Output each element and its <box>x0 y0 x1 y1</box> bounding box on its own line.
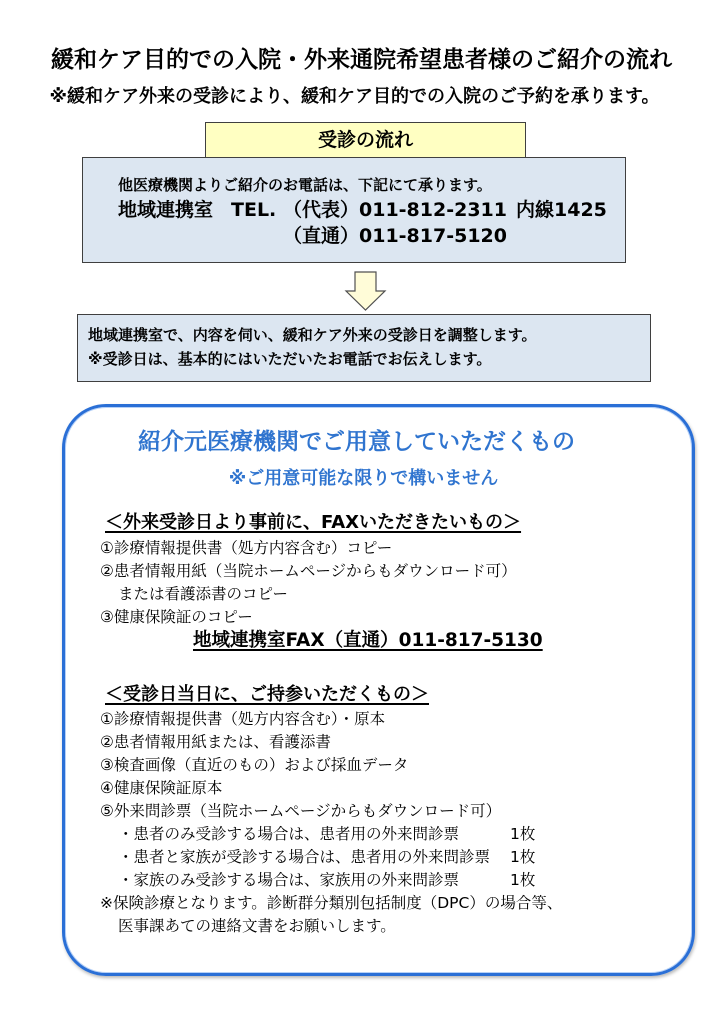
schedule-line: 地域連携室で、内容を伺い、緩和ケア外来の受診日を調整します。 <box>88 326 537 344</box>
contact-direct-number: （直通）011-817-5120 <box>283 225 507 247</box>
list-item: ①診療情報提供書（処方内容含む）コピー <box>100 539 393 557</box>
schedule-box <box>77 314 651 382</box>
questionnaire-case <box>118 823 548 845</box>
preparation-frame <box>62 404 695 976</box>
questionnaire-count: 1枚 <box>510 848 536 866</box>
questionnaire-case <box>118 869 548 891</box>
list-item: ③検査画像（直近のもの）および採血データ <box>100 756 409 774</box>
questionnaire-case <box>118 846 548 868</box>
questionnaire-count: 1枚 <box>510 871 536 889</box>
contact-department: 地域連携室 <box>118 199 214 221</box>
page-title: 緩和ケア目的での入院・外来通院希望患者様のご紹介の流れ <box>51 47 672 73</box>
list-item: ⑤外来問診票（当院ホームページからもダウンロード可） <box>100 802 502 820</box>
down-arrow-icon <box>343 270 387 312</box>
list-item: ④健康保険証原本 <box>100 779 223 797</box>
contact-box <box>82 157 626 263</box>
flow-header: 受診の流れ <box>205 122 526 158</box>
insurance-note: ※保険診療となります。診断群分類別包括制度（DPC）の場合等、 <box>100 894 563 912</box>
list-item: ②患者情報用紙または、看護添書 <box>100 733 331 751</box>
list-item: ②患者情報用紙（当院ホームページからもダウンロード可） <box>100 562 517 580</box>
questionnaire-count: 1枚 <box>510 825 536 843</box>
preparation-title: 紹介元医療機関でご用意していただくもの <box>138 429 575 455</box>
insurance-note-continued: 医事課あての連絡文書をお願いします。 <box>118 917 396 935</box>
contact-extension: 内線1425 <box>516 199 607 221</box>
questionnaire-case-text: ・患者と家族が受診する場合は、患者用の外来問診票 <box>118 848 491 866</box>
schedule-note: ※受診日は、基本的にはいただいたお電話でお伝えします。 <box>88 350 492 368</box>
fax-section-heading: ＜外来受診日より事前に、FAXいただきたいもの＞ <box>105 512 522 533</box>
questionnaire-case-text: ・患者のみ受診する場合は、患者用の外来問診票 <box>118 825 460 843</box>
list-item: ①診療情報提供書（処方内容含む）・原本 <box>100 710 386 728</box>
page-subtitle: ※緩和ケア外来の受診により、緩和ケア目的での入院のご予約を承ります。 <box>49 86 660 107</box>
contact-main-number: （代表）011-812-2311 <box>283 199 507 221</box>
contact-tel-label: TEL. <box>231 199 277 221</box>
list-item: または看護添書のコピー <box>118 585 288 603</box>
questionnaire-case-text: ・家族のみ受診する場合は、家族用の外来問診票 <box>118 871 460 889</box>
contact-intro: 他医療機関よりご紹介のお電話は、下記にて承ります。 <box>118 176 492 194</box>
preparation-note: ※ご用意可能な限りで構いません <box>228 468 499 489</box>
visit-section-heading: ＜受診日当日に、ご持参いただくもの＞ <box>105 684 429 705</box>
fax-number: 地域連携室FAX（直通）011-817-5130 <box>193 630 543 651</box>
list-item: ③健康保険証のコピー <box>100 608 253 626</box>
